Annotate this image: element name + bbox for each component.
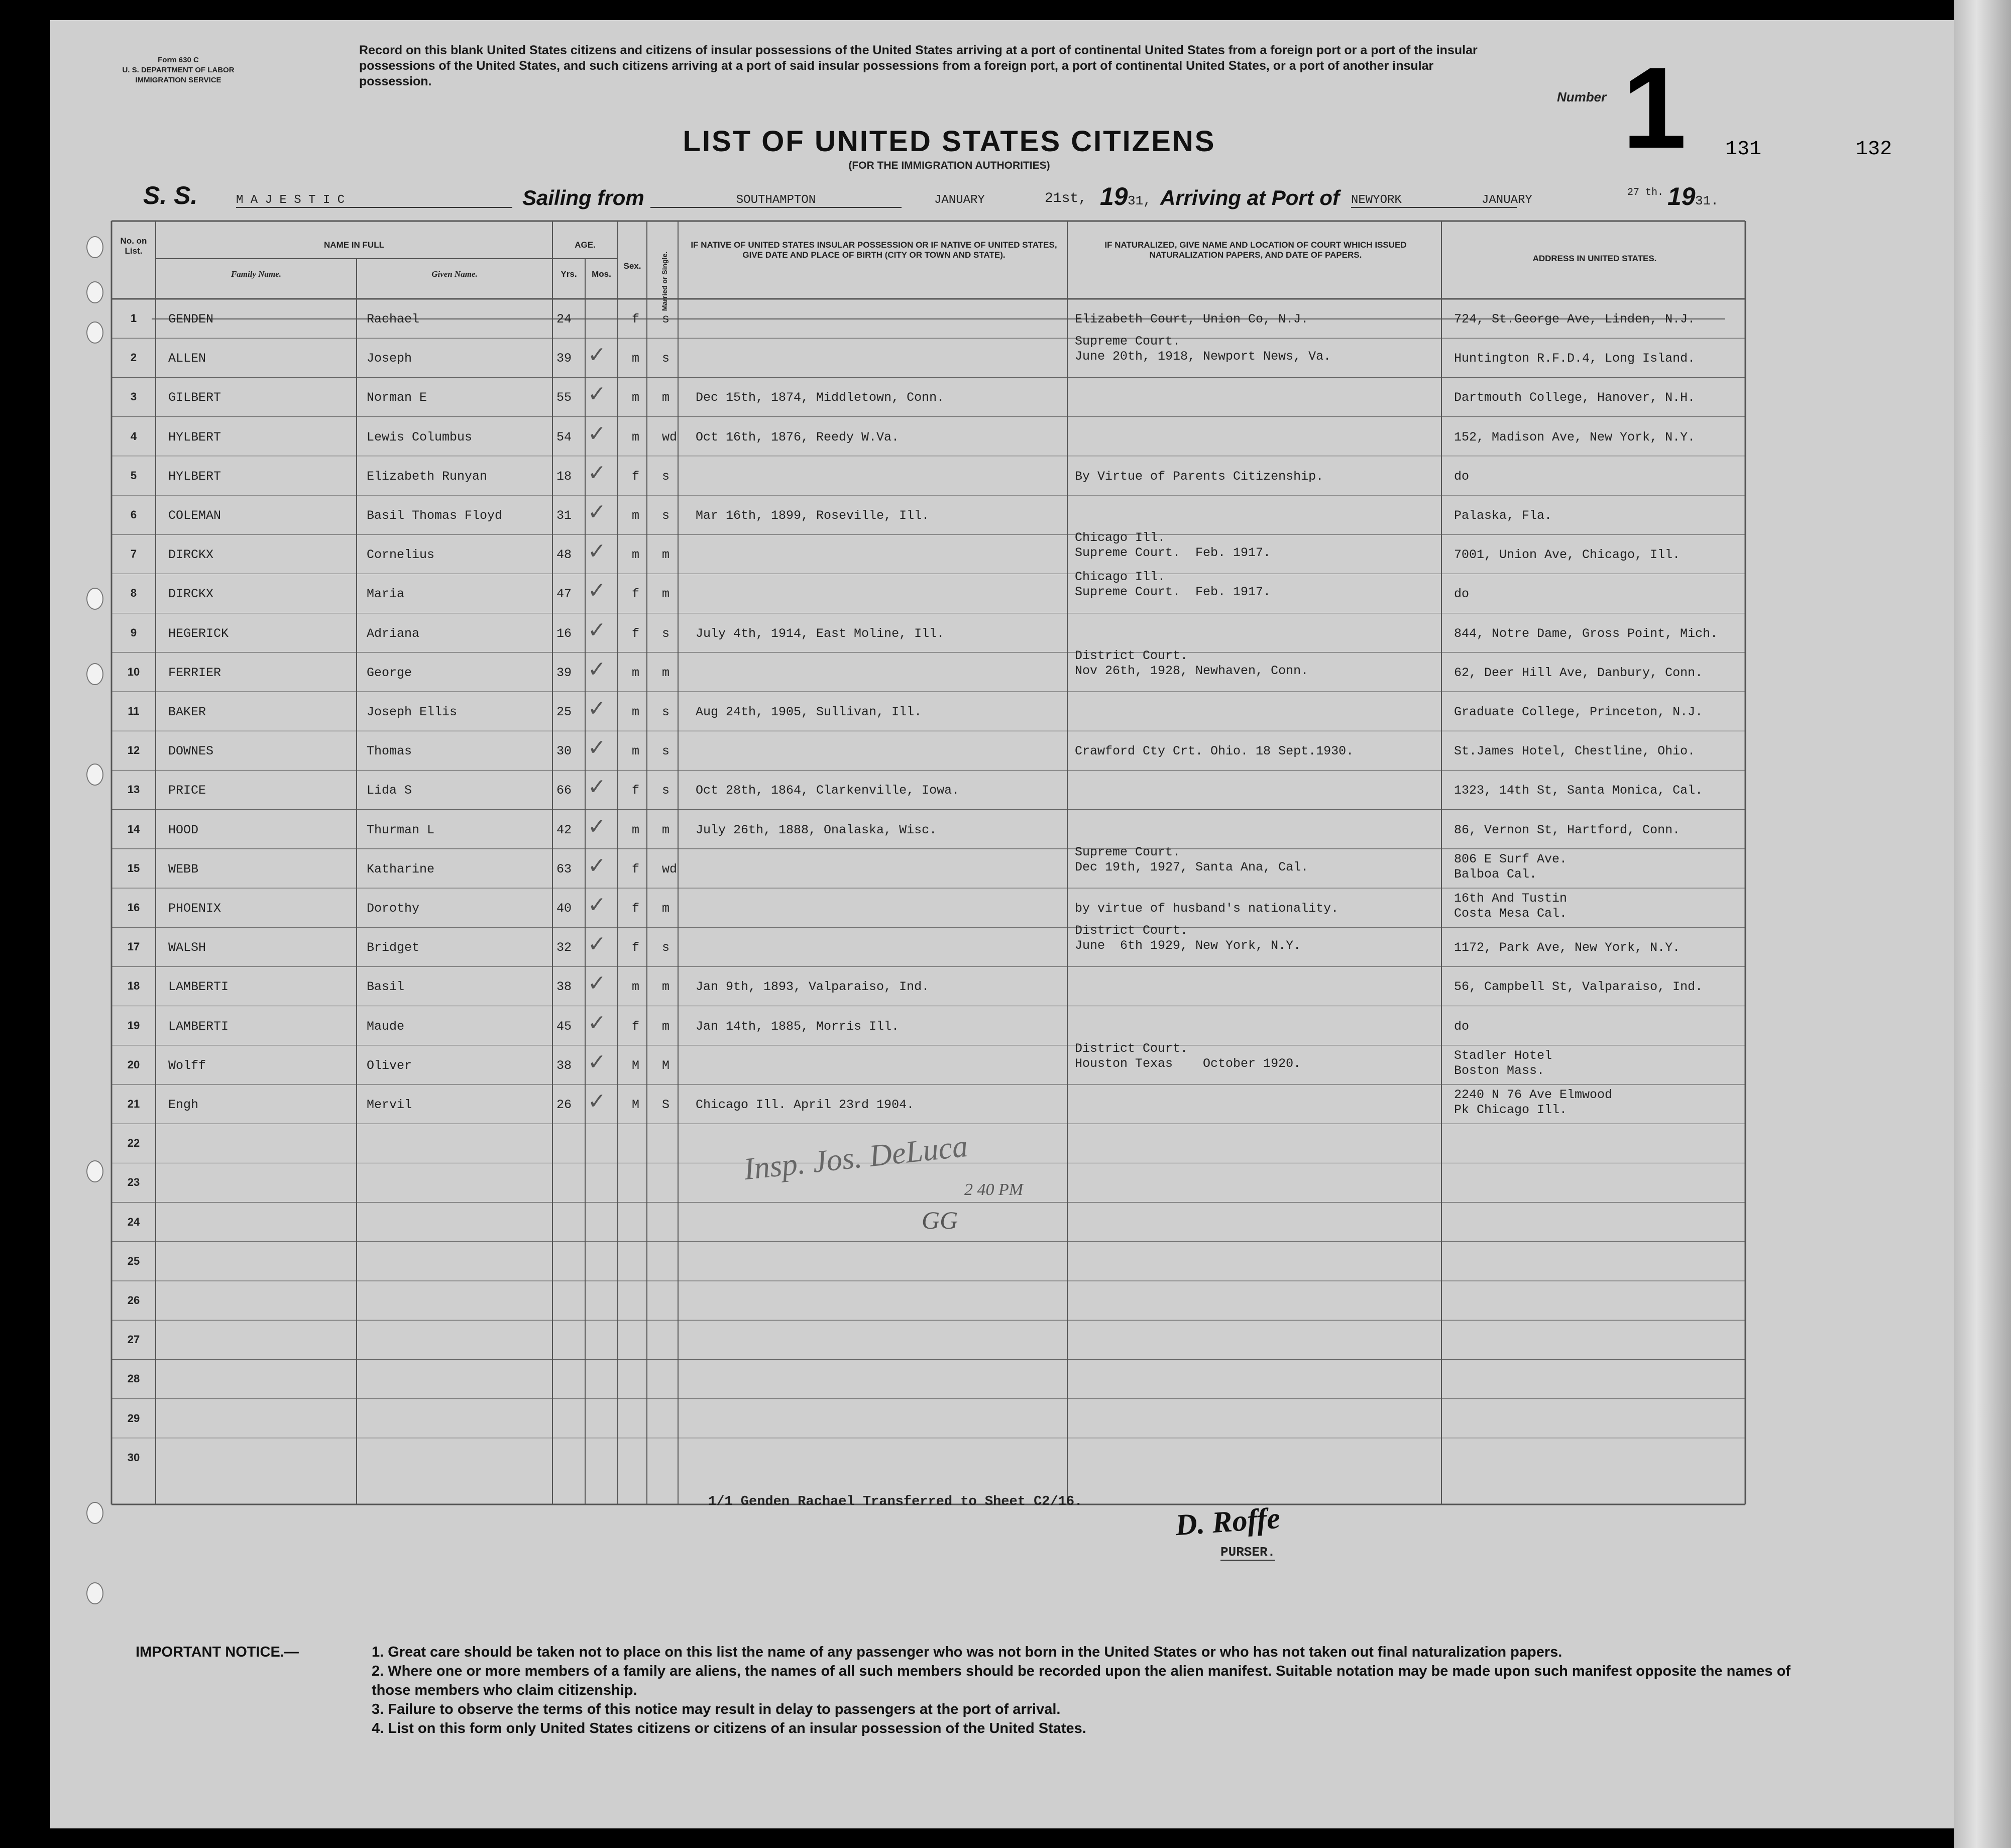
given-name: Rachael: [367, 312, 420, 327]
naturalization-info: by virtue of husband's nationality.: [1075, 901, 1339, 916]
family-name: GENDEN: [168, 312, 214, 327]
naturalization-info: District Court. Nov 26th, 1928, Newhaven, Conn.: [1075, 648, 1309, 678]
check-mark-icon: ✓: [588, 735, 606, 760]
sex: m: [632, 980, 640, 995]
given-name: George: [367, 665, 412, 680]
given-name: Lida S: [367, 783, 412, 798]
check-mark-icon: ✓: [588, 696, 606, 721]
age-years: 18: [556, 469, 572, 484]
age-years: 63: [556, 861, 572, 877]
header-given-name: Given Name.: [431, 269, 478, 279]
marital-status: M: [662, 1058, 670, 1073]
check-mark-icon: ✓: [588, 932, 606, 957]
age-years: 54: [556, 429, 572, 445]
sex: f: [632, 469, 640, 484]
row-number: 24: [127, 1215, 140, 1228]
marital-status: s: [662, 744, 670, 759]
us-address: Graduate College, Princeton, N.J.: [1454, 705, 1703, 719]
birth-info: Oct 28th, 1864, Clarkenville, Iowa.: [696, 783, 960, 798]
sex: f: [632, 940, 640, 955]
marital-status: m: [662, 980, 670, 995]
birth-info: Dec 15th, 1874, Middletown, Conn.: [696, 390, 945, 405]
check-mark-icon: ✓: [588, 657, 606, 682]
given-name: Norman E: [367, 390, 427, 405]
age-years: 39: [556, 665, 572, 680]
notice-item-4: 4. List on this form only United States citizens or citizens of an insular possession of the United States.: [372, 1720, 1086, 1736]
family-name: DOWNES: [168, 744, 214, 759]
row-number: 21: [127, 1098, 140, 1110]
given-name: Mervil: [367, 1098, 412, 1112]
age-years: 24: [556, 312, 572, 327]
sailing-year-prefix: 19: [1100, 182, 1128, 210]
marital-status: m: [662, 665, 670, 680]
row-number: 8: [130, 587, 137, 600]
arrival-year: 31.: [1695, 193, 1719, 208]
sex: m: [632, 429, 640, 445]
birth-info: Chicago Ill. April 23rd 1904.: [696, 1098, 915, 1112]
number-label: Number: [1557, 89, 1607, 104]
marital-status: m: [662, 390, 670, 405]
marital-status: m: [662, 822, 670, 837]
us-address: 2240 N 76 Ave Elmwood Pk Chicago Ill.: [1454, 1088, 1613, 1117]
naturalization-info: Crawford Cty Crt. Ohio. 18 Sept.1930.: [1075, 744, 1354, 759]
binding-hole: [86, 1582, 103, 1604]
naturalization-info: District Court. June 6th 1929, New York, N.Y.: [1075, 923, 1301, 953]
page-number-left: 131: [1725, 138, 1762, 161]
sex: f: [632, 626, 640, 641]
binding-hole: [86, 1160, 103, 1182]
form-number: Form 630 C: [158, 56, 199, 64]
age-years: 38: [556, 980, 572, 995]
binding-hole: [86, 1502, 103, 1524]
transfer-note: 1/1 Genden Rachael Transferred to Sheet C2/16.: [708, 1494, 1083, 1509]
notice-heading: IMPORTANT NOTICE.—: [136, 1644, 299, 1660]
check-mark-icon: ✓: [588, 775, 606, 800]
row-number: 27: [127, 1333, 140, 1346]
family-name: FERRIER: [168, 665, 221, 680]
given-name: Thomas: [367, 744, 412, 759]
row-number: 3: [130, 390, 137, 403]
binding-hole: [86, 236, 103, 258]
age-years: 26: [556, 1098, 572, 1112]
sex: m: [632, 508, 640, 523]
naturalization-info: District Court. Houston Texas October 1920.: [1075, 1041, 1301, 1071]
binding-hole: [86, 321, 103, 344]
header-address: ADDRESS IN UNITED STATES.: [1532, 254, 1657, 263]
sex: m: [632, 665, 640, 680]
family-name: HYLBERT: [168, 469, 221, 484]
us-address: 152, Madison Ave, New York, N.Y.: [1454, 429, 1696, 445]
naturalization-info: Elizabeth Court, Union Co, N.J.: [1075, 312, 1309, 327]
sailing-year: 31,: [1128, 193, 1151, 208]
given-name: Lewis Columbus: [367, 429, 473, 445]
age-years: 31: [556, 508, 572, 523]
check-mark-icon: ✓: [588, 578, 606, 603]
naturalization-info: Supreme Court. Dec 19th, 1927, Santa Ana, Cal.: [1075, 844, 1309, 875]
row-number: 25: [127, 1254, 140, 1267]
us-address: do: [1454, 469, 1470, 484]
ss-label: S. S.: [143, 181, 198, 209]
family-name: COLEMAN: [168, 508, 221, 523]
naturalization-info: Supreme Court. June 20th, 1918, Newport News, Va.: [1075, 334, 1331, 364]
us-address: 1323, 14th St, Santa Monica, Cal.: [1454, 783, 1703, 798]
check-mark-icon: ✓: [588, 382, 606, 407]
row-number: 19: [127, 1019, 140, 1032]
inspection-time: 2 40 PM: [964, 1180, 1024, 1199]
ship-name: M A J E S T I C: [236, 193, 512, 208]
us-address: 844, Notre Dame, Gross Point, Mich.: [1454, 626, 1718, 641]
sailing-month: JANUARY: [934, 193, 985, 207]
row-number: 28: [127, 1372, 140, 1385]
us-address: 62, Deer Hill Ave, Danbury, Conn.: [1454, 665, 1703, 680]
check-mark-icon: ✓: [588, 971, 606, 996]
sex: f: [632, 861, 640, 877]
naturalization-info: Chicago Ill. Supreme Court. Feb. 1917.: [1075, 530, 1271, 561]
marital-status: s: [662, 312, 670, 327]
family-name: PRICE: [168, 783, 206, 798]
marital-status: S: [662, 1098, 670, 1112]
given-name: Elizabeth Runyan: [367, 469, 488, 484]
marital-status: m: [662, 587, 670, 602]
row-number: 26: [127, 1294, 140, 1307]
header-yrs: Yrs.: [561, 269, 577, 279]
birth-info: Jan 14th, 1885, Morris Ill.: [696, 1019, 900, 1034]
age-years: 30: [556, 744, 572, 759]
row-number: 23: [127, 1176, 140, 1189]
purser-signature: D. Roffe: [1174, 1501, 1281, 1542]
row-number: 29: [127, 1411, 140, 1425]
marital-status: s: [662, 940, 670, 955]
notice-item-2: 2. Where one or more members of a family are aliens, the names of all such members should be recorded upon the alien manifest. Suitable notation may be made upon such manifest opposite the names of those members who claim citizenship.: [372, 1663, 1791, 1698]
sailing-port: SOUTHAMPTON: [650, 193, 902, 208]
age-years: 42: [556, 822, 572, 837]
row-number: 17: [127, 940, 140, 953]
family-name: PHOENIX: [168, 901, 221, 916]
marital-status: s: [662, 626, 670, 641]
naturalization-info: Chicago Ill. Supreme Court. Feb. 1917.: [1075, 570, 1271, 600]
check-mark-icon: ✓: [588, 343, 606, 368]
us-address: 7001, Union Ave, Chicago, Ill.: [1454, 548, 1681, 563]
family-name: BAKER: [168, 705, 206, 719]
age-years: 48: [556, 548, 572, 563]
row-number: 11: [128, 705, 140, 717]
row-number: 30: [127, 1451, 140, 1464]
family-name: HOOD: [168, 822, 199, 837]
us-address: Stadler Hotel Boston Mass.: [1454, 1048, 1552, 1078]
row-number: 15: [127, 861, 140, 875]
family-name: WEBB: [168, 861, 199, 877]
row-number: 1: [130, 312, 137, 324]
row-number: 6: [130, 508, 137, 521]
check-mark-icon: ✓: [588, 1049, 606, 1074]
row-number: 18: [127, 980, 140, 993]
marital-status: m: [662, 1019, 670, 1034]
row-number: 10: [127, 665, 140, 678]
page-number-right: 132: [1856, 138, 1892, 161]
header-age: AGE.: [575, 240, 596, 250]
binding-hole: [86, 281, 103, 303]
header-naturalization: IF NATURALIZED, GIVE NAME AND LOCATION OF COURT WHICH ISSUED NATURALIZATION PAPERS, AND DATE OF PAPERS.: [1104, 240, 1407, 260]
sex: m: [632, 705, 640, 719]
check-mark-icon: ✓: [588, 1089, 606, 1114]
check-mark-icon: ✓: [588, 539, 606, 564]
birth-info: Aug 24th, 1905, Sullivan, Ill.: [696, 705, 922, 719]
sex: M: [632, 1098, 640, 1112]
family-name: HYLBERT: [168, 429, 221, 445]
row-number: 22: [127, 1137, 140, 1150]
page-title: LIST OF UNITED STATES CITIZENS: [683, 125, 1216, 158]
sex: m: [632, 351, 640, 366]
header-family-name: Family Name.: [231, 269, 282, 279]
us-address: do: [1454, 1019, 1470, 1034]
birth-info: July 4th, 1914, East Moline, Ill.: [696, 626, 945, 641]
given-name: Katharine: [367, 861, 435, 877]
row-number: 13: [127, 783, 140, 796]
given-name: Maude: [367, 1019, 405, 1034]
given-name: Basil: [367, 980, 405, 995]
notice-items: [372, 1643, 1793, 1738]
us-address: St.James Hotel, Chestline, Ohio.: [1454, 744, 1696, 759]
marital-status: m: [662, 548, 670, 563]
row-number: 14: [127, 822, 140, 835]
sex: m: [632, 822, 640, 837]
service: IMMIGRATION SERVICE: [135, 76, 221, 84]
header-birth: IF NATIVE OF UNITED STATES INSULAR POSSESSION OR IF NATIVE OF UNITED STATES, GIVE DATE AND PLACE OF BIRTH (CITY OR TOWN AND STATE).: [691, 240, 1057, 260]
inspector-signature: Insp. Jos. DeLuca: [742, 1129, 969, 1187]
us-address: 806 E Surf Ave. Balboa Cal.: [1454, 851, 1568, 882]
sex: m: [632, 390, 640, 405]
marital-status: s: [662, 469, 670, 484]
birth-info: Jan 9th, 1893, Valparaiso, Ind.: [696, 980, 930, 995]
sailing-day: 21st,: [1045, 191, 1087, 206]
sailing-label: Sailing from: [522, 186, 644, 209]
purser-label: PURSER.: [1220, 1545, 1276, 1560]
row-number: 20: [127, 1058, 140, 1071]
age-years: 55: [556, 390, 572, 405]
family-name: WALSH: [168, 940, 206, 955]
sex: f: [632, 587, 640, 602]
us-address: 724, St.George Ave, Linden, N.J.: [1454, 312, 1696, 327]
age-years: 47: [556, 587, 572, 602]
given-name: Adriana: [367, 626, 420, 641]
sheet-number: 1: [1622, 43, 1687, 172]
arriving-label: Arriving at Port of: [1160, 186, 1340, 209]
header-married-single: Married or Single.: [660, 251, 668, 311]
age-years: 45: [556, 1019, 572, 1034]
check-mark-icon: ✓: [588, 617, 606, 642]
family-name: Wolff: [168, 1058, 206, 1073]
family-name: DIRCKX: [168, 587, 214, 602]
given-name: Basil Thomas Floyd: [367, 508, 503, 523]
given-name: Oliver: [367, 1058, 412, 1073]
binding-hole: [86, 588, 103, 610]
sex: f: [632, 312, 640, 327]
check-mark-icon: ✓: [588, 814, 606, 839]
page-subtitle: (FOR THE IMMIGRATION AUTHORITIES): [848, 160, 1050, 171]
birth-info: July 26th, 1888, Onalaska, Wisc.: [696, 822, 937, 837]
birth-info: Mar 16th, 1899, Roseville, Ill.: [696, 508, 930, 523]
us-address: 16th And Tustin Costa Mesa Cal.: [1454, 891, 1568, 921]
marital-status: wd: [662, 861, 678, 877]
row-number: 9: [130, 626, 137, 639]
sex: M: [632, 1058, 640, 1073]
age-years: 39: [556, 351, 572, 366]
age-years: 16: [556, 626, 572, 641]
header-no: No. on List.: [120, 236, 147, 256]
us-address: do: [1454, 587, 1470, 602]
given-name: Joseph Ellis: [367, 705, 458, 719]
binding-hole: [86, 764, 103, 786]
given-name: Cornelius: [367, 548, 435, 563]
sex: m: [632, 548, 640, 563]
row-number: 4: [130, 429, 137, 443]
family-name: Engh: [168, 1098, 199, 1112]
us-address: 1172, Park Ave, New York, N.Y.: [1454, 940, 1681, 955]
given-name: Joseph: [367, 351, 412, 366]
given-name: Maria: [367, 587, 405, 602]
us-address: 86, Vernon St, Hartford, Conn.: [1454, 822, 1681, 837]
marital-status: s: [662, 705, 670, 719]
age-years: 66: [556, 783, 572, 798]
row-number: 7: [130, 548, 137, 561]
naturalization-info: By Virtue of Parents Citizenship.: [1075, 469, 1324, 484]
marital-status: s: [662, 783, 670, 798]
binding-hole: [86, 663, 103, 685]
age-years: 25: [556, 705, 572, 719]
family-name: GILBERT: [168, 390, 221, 405]
given-name: Bridget: [367, 940, 420, 955]
inspector-initials: GG: [922, 1206, 958, 1234]
age-years: 38: [556, 1058, 572, 1073]
arrival-port: NEWYORK: [1351, 193, 1517, 208]
us-address: Dartmouth College, Hanover, N.H.: [1454, 390, 1696, 405]
header-mos: Mos.: [592, 269, 611, 279]
birth-info: Oct 16th, 1876, Reedy W.Va.: [696, 429, 900, 445]
family-name: HEGERICK: [168, 626, 229, 641]
row-number: 12: [127, 744, 140, 757]
age-years: 40: [556, 901, 572, 916]
check-mark-icon: ✓: [588, 500, 606, 524]
marital-status: m: [662, 901, 670, 916]
us-address: Huntington R.F.D.4, Long Island.: [1454, 351, 1696, 366]
row-number: 2: [130, 351, 137, 364]
arrival-year-prefix: 19: [1667, 182, 1696, 210]
check-mark-icon: ✓: [588, 893, 606, 917]
given-name: Dorothy: [367, 901, 420, 916]
check-mark-icon: ✓: [588, 460, 606, 485]
arrival-day: 27 th.: [1627, 187, 1664, 198]
family-name: LAMBERTI: [168, 980, 229, 995]
check-mark-icon: ✓: [588, 1010, 606, 1035]
preamble-text: Record on this blank United States citizens and citizens of insular possessions of the United States arriving at a port of continental United States from a foreign port or a port of the insular possessions of the United States, and such citizens arriving at a port of said insular possessions from a foreign port, a port of continental United States, or a port of another insular possession.: [359, 43, 1478, 88]
family-name: ALLEN: [168, 351, 206, 366]
us-address: Palaska, Fla.: [1454, 508, 1552, 523]
department: U. S. DEPARTMENT OF LABOR: [122, 66, 235, 74]
sex: f: [632, 901, 640, 916]
us-address: 56, Campbell St, Valparaiso, Ind.: [1454, 980, 1703, 995]
check-mark-icon: ✓: [588, 853, 606, 878]
marital-status: wd: [662, 429, 678, 445]
marital-status: s: [662, 508, 670, 523]
row-number: 5: [130, 469, 137, 482]
row-number: 16: [127, 901, 140, 914]
notice-item-1: 1. Great care should be taken not to place on this list the name of any passenger who was not born in the United States or who has not taken out final naturalization papers.: [372, 1644, 1562, 1660]
header-sex: Sex.: [623, 261, 641, 271]
sex: m: [632, 744, 640, 759]
age-years: 32: [556, 940, 572, 955]
family-name: LAMBERTI: [168, 1019, 229, 1034]
sex: f: [632, 1019, 640, 1034]
arrival-month: JANUARY: [1482, 193, 1532, 207]
sex: f: [632, 783, 640, 798]
family-name: DIRCKX: [168, 548, 214, 563]
given-name: Thurman L: [367, 822, 435, 837]
check-mark-icon: ✓: [588, 421, 606, 446]
header-name-in-full: NAME IN FULL: [324, 240, 384, 250]
marital-status: s: [662, 351, 670, 366]
notice-item-3: 3. Failure to observe the terms of this notice may result in delay to passengers at the port of arrival.: [372, 1701, 1061, 1717]
